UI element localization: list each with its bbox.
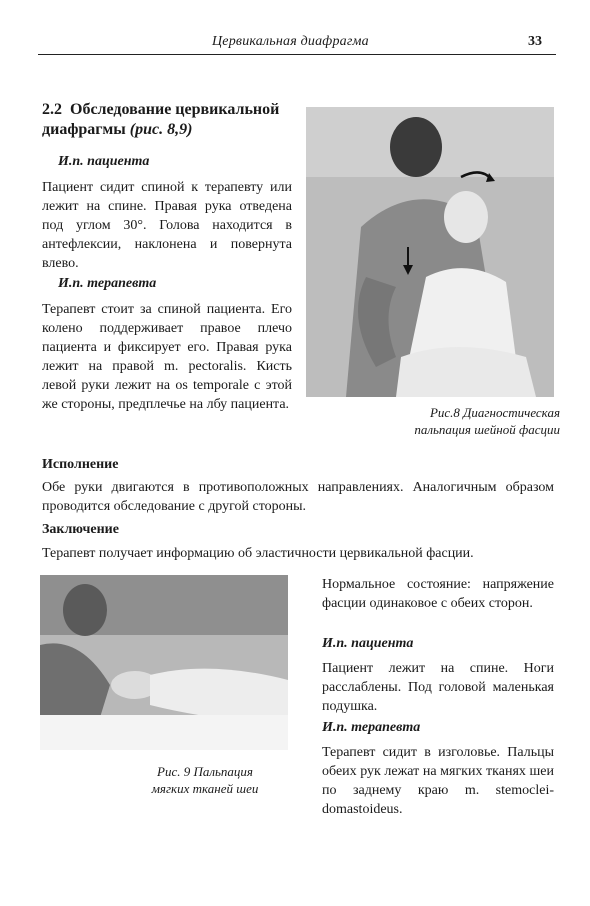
figure-9-photo [40,575,288,750]
section-title [42,100,292,140]
conclusion-heading: Заключение [42,522,119,537]
therapist-position-text: Терапевт стоит за спиной пациента. Его колено поддерживает правое плечо пациента и фиксирует его. Правая рука лежит на правой m. pectoralis. Кисть левой руки лежит на os temporale с этой же стороны, предплечье на лбу пациента. [42,302,292,412]
figure-8-caption-line2: пальпация шейной фасции [414,422,560,437]
page-number: 33 [528,34,542,49]
execution-heading: Исполнение [42,457,119,472]
section-title-text: Обследование цервикальной диафрагмы [42,101,280,138]
conclusion-text: Терапевт получает информацию об эластичности цервикальной фасции. [42,546,474,561]
section-number: 2.2 [42,101,62,118]
normal-state-text: Нормальное состояние: напряжение фасции одинаковое с обеих сторон. [322,577,554,611]
figure-8-illustration [306,107,554,397]
execution-text: Обе руки двигаются в противоположных направлениях. Аналогичным образом проводится обследование с другой стороны. [42,480,554,514]
therapist-position-heading: И.п. терапевта [58,276,157,291]
figure-9-caption [130,763,280,797]
figure-8-caption [380,404,560,438]
running-title: Цервикальная диафрагма [212,34,369,49]
therapist-position-2-heading: И.п. терапевта [322,720,421,735]
header-rule [38,54,556,55]
figure-9-caption-line1: Рис. 9 Пальпация [157,764,253,779]
patient-position-heading: И.п. пациента [58,154,150,169]
therapist-position-2-text: Терапевт сидит в изголовье. Пальцы обеих рук лежат на мягких тканях шеи по заднему краю m. stemoclei-domastoideus. [322,745,554,817]
figure-9-caption-line2: мягких тканей шеи [151,781,259,796]
figure-8-photo [306,107,554,397]
patient-position-2-text: Пациент лежит на спине. Ноги расслаблены. Под головой маленькая подушка. [322,661,554,714]
section-figure-ref: (рис. 8,9) [129,121,193,138]
figure-9-illustration [40,575,288,750]
patient-position-text: Пациент сидит спиной к терапевту или лежит на спине. Правая рука отведена под углом 30°. Голова находится в антефлексии, наклонена и повернута влево. [42,180,292,271]
figure-8-caption-line1: Рис.8 Диагностическая [429,405,560,420]
patient-position-2-heading: И.п. пациента [322,636,414,651]
